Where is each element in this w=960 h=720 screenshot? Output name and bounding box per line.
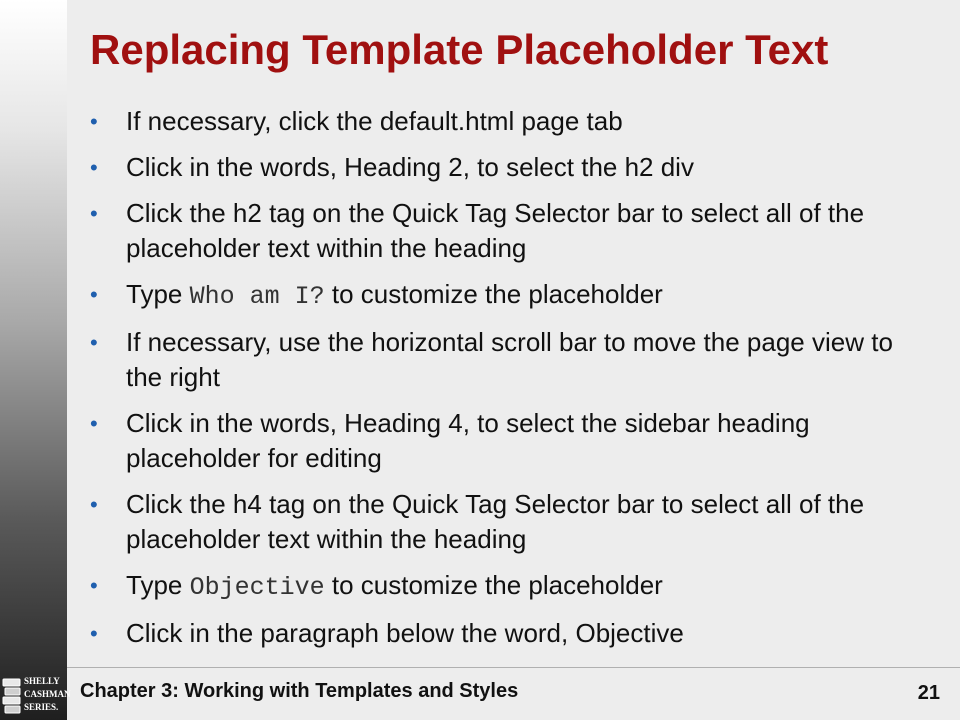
bullet-text: Click the h2 tag on the Quick Tag Selector bar to select all of the placeholder text within the heading: [126, 198, 865, 263]
bullet-text-after: to customize the placeholder: [324, 570, 663, 600]
logo-line: CASHMAN: [24, 689, 71, 699]
bullet-item: [90, 150, 930, 185]
bullet-item: [90, 616, 930, 651]
page-number: 21: [917, 682, 940, 704]
bullet-item: [90, 277, 930, 314]
bullet-marker: •: [90, 411, 98, 436]
bullet-text-before: Type: [126, 570, 190, 600]
logo-wordmark: [24, 675, 71, 714]
left-gradient-bar: [0, 0, 71, 720]
bullet-text: Click in the words, Heading 4, to select the sidebar heading placeholder for editing: [126, 408, 810, 473]
logo-line: SERIES.: [24, 702, 59, 712]
bullet-list: [90, 104, 930, 651]
bullet-item: [90, 568, 930, 605]
code-snippet: Who am I?: [189, 282, 325, 311]
bullet-text: Click the h4 tag on the Quick Tag Selector bar to select all of the placeholder text within the heading: [126, 489, 865, 554]
bullet-text-after: to customize the placeholder: [324, 279, 663, 309]
bullet-marker: •: [90, 282, 98, 307]
bullet-marker: •: [90, 492, 98, 517]
bullet-item: [90, 104, 930, 139]
bullet-item: [90, 325, 930, 395]
bullet-text: If necessary, click the default.html page tab: [126, 106, 623, 136]
bullet-item: [90, 406, 930, 476]
bullet-marker: •: [90, 573, 98, 598]
bullet-marker: •: [90, 201, 98, 226]
bullet-text: If necessary, use the horizontal scroll bar to move the page view to the right: [126, 327, 893, 392]
logo-line: SHELLY: [24, 676, 60, 686]
publisher-logo: [2, 675, 71, 717]
code-snippet: Objective: [189, 573, 325, 602]
bullet-text: Click in the words, Heading 2, to select the h2 div: [126, 152, 694, 182]
bullet-marker: •: [90, 621, 98, 646]
bullet-marker: •: [90, 330, 98, 355]
bullet-item: [90, 196, 930, 266]
slide-title: Replacing Template Placeholder Text: [90, 26, 829, 73]
books-icon: [2, 677, 22, 715]
bullet-marker: •: [90, 155, 98, 180]
bullet-marker: •: [90, 109, 98, 134]
bullet-text-before: Type: [126, 279, 190, 309]
chapter-footer: Chapter 3: Working with Templates and Styles: [80, 680, 519, 702]
footer-divider: [67, 667, 960, 668]
bullet-text: Click in the paragraph below the word, Objective: [126, 618, 684, 648]
bullet-item: [90, 487, 930, 557]
